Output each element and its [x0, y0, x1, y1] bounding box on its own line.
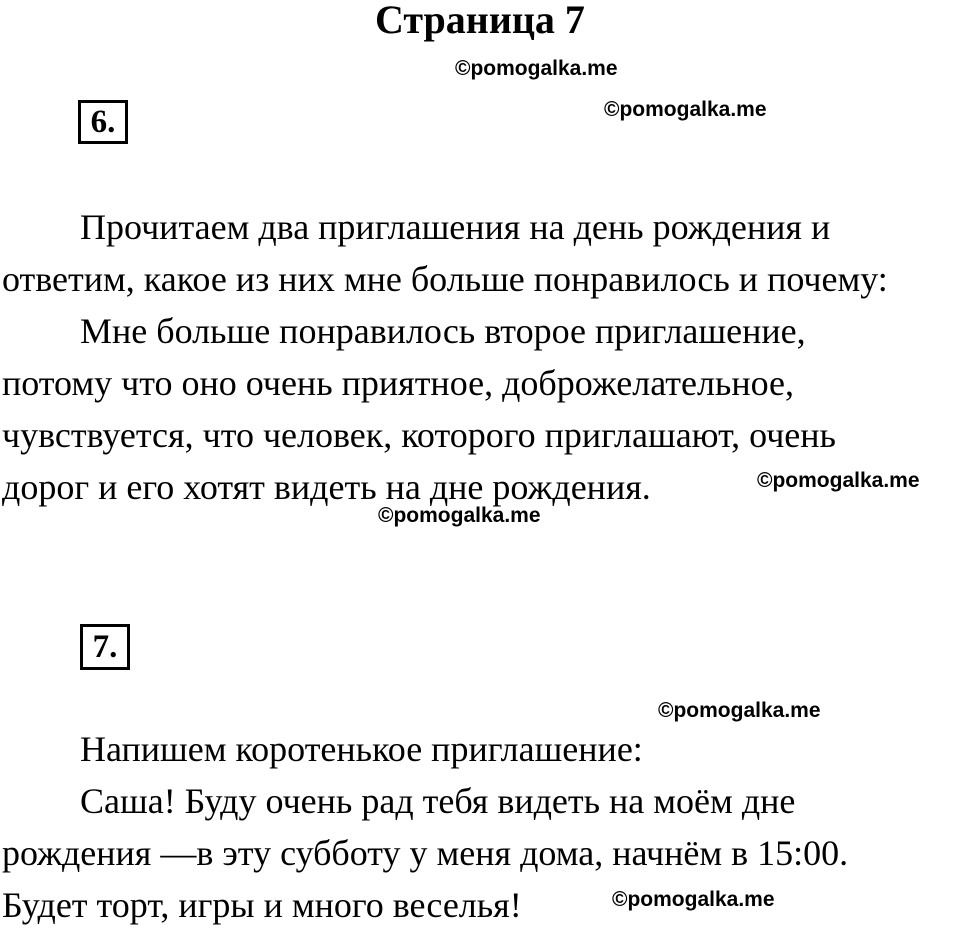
- task-6-answer-line: Прочитаем два приглашения на день рождения и: [80, 207, 831, 247]
- task-6-number-box: [78, 100, 128, 144]
- task-6-answer-line: Мне больше понравилось второе приглашение,: [80, 311, 806, 351]
- watermark-text: ©pomogalka.me: [455, 57, 618, 80]
- task-6-answer-line: потому что оно очень приятное, доброжелательное,: [2, 363, 795, 403]
- task-6-answer-line: ответим, какое из них мне больше понравилось и почему:: [2, 259, 888, 299]
- watermark-text: ©pomogalka.me: [612, 888, 775, 911]
- task-7-answer-line: рождения —в эту субботу у меня дома, начнём в 15:00.: [2, 833, 849, 873]
- task-7-answer-line: Напишем коротенькое приглашение:: [80, 729, 643, 769]
- task-7-answer-line: Саша! Буду очень рад тебя видеть на моём дне: [80, 781, 796, 821]
- task-7-answer-line: Будет торт, игры и много веселья!: [2, 885, 522, 925]
- watermark-text: ©pomogalka.me: [604, 98, 767, 121]
- watermark-text: ©pomogalka.me: [378, 504, 541, 527]
- task-6-number: 6.: [90, 103, 116, 140]
- task-7-number: 7.: [92, 628, 118, 665]
- watermark-text: ©pomogalka.me: [658, 699, 821, 722]
- watermark-text: ©pomogalka.me: [757, 469, 920, 492]
- task-7-number-box: [80, 624, 130, 670]
- task-6-answer-line: чувствуется, что человек, которого приглашают, очень: [2, 415, 836, 455]
- page-title: Страница 7: [375, 0, 585, 42]
- task-6-answer-line: дорог и его хотят видеть на дне рождения.: [2, 467, 651, 507]
